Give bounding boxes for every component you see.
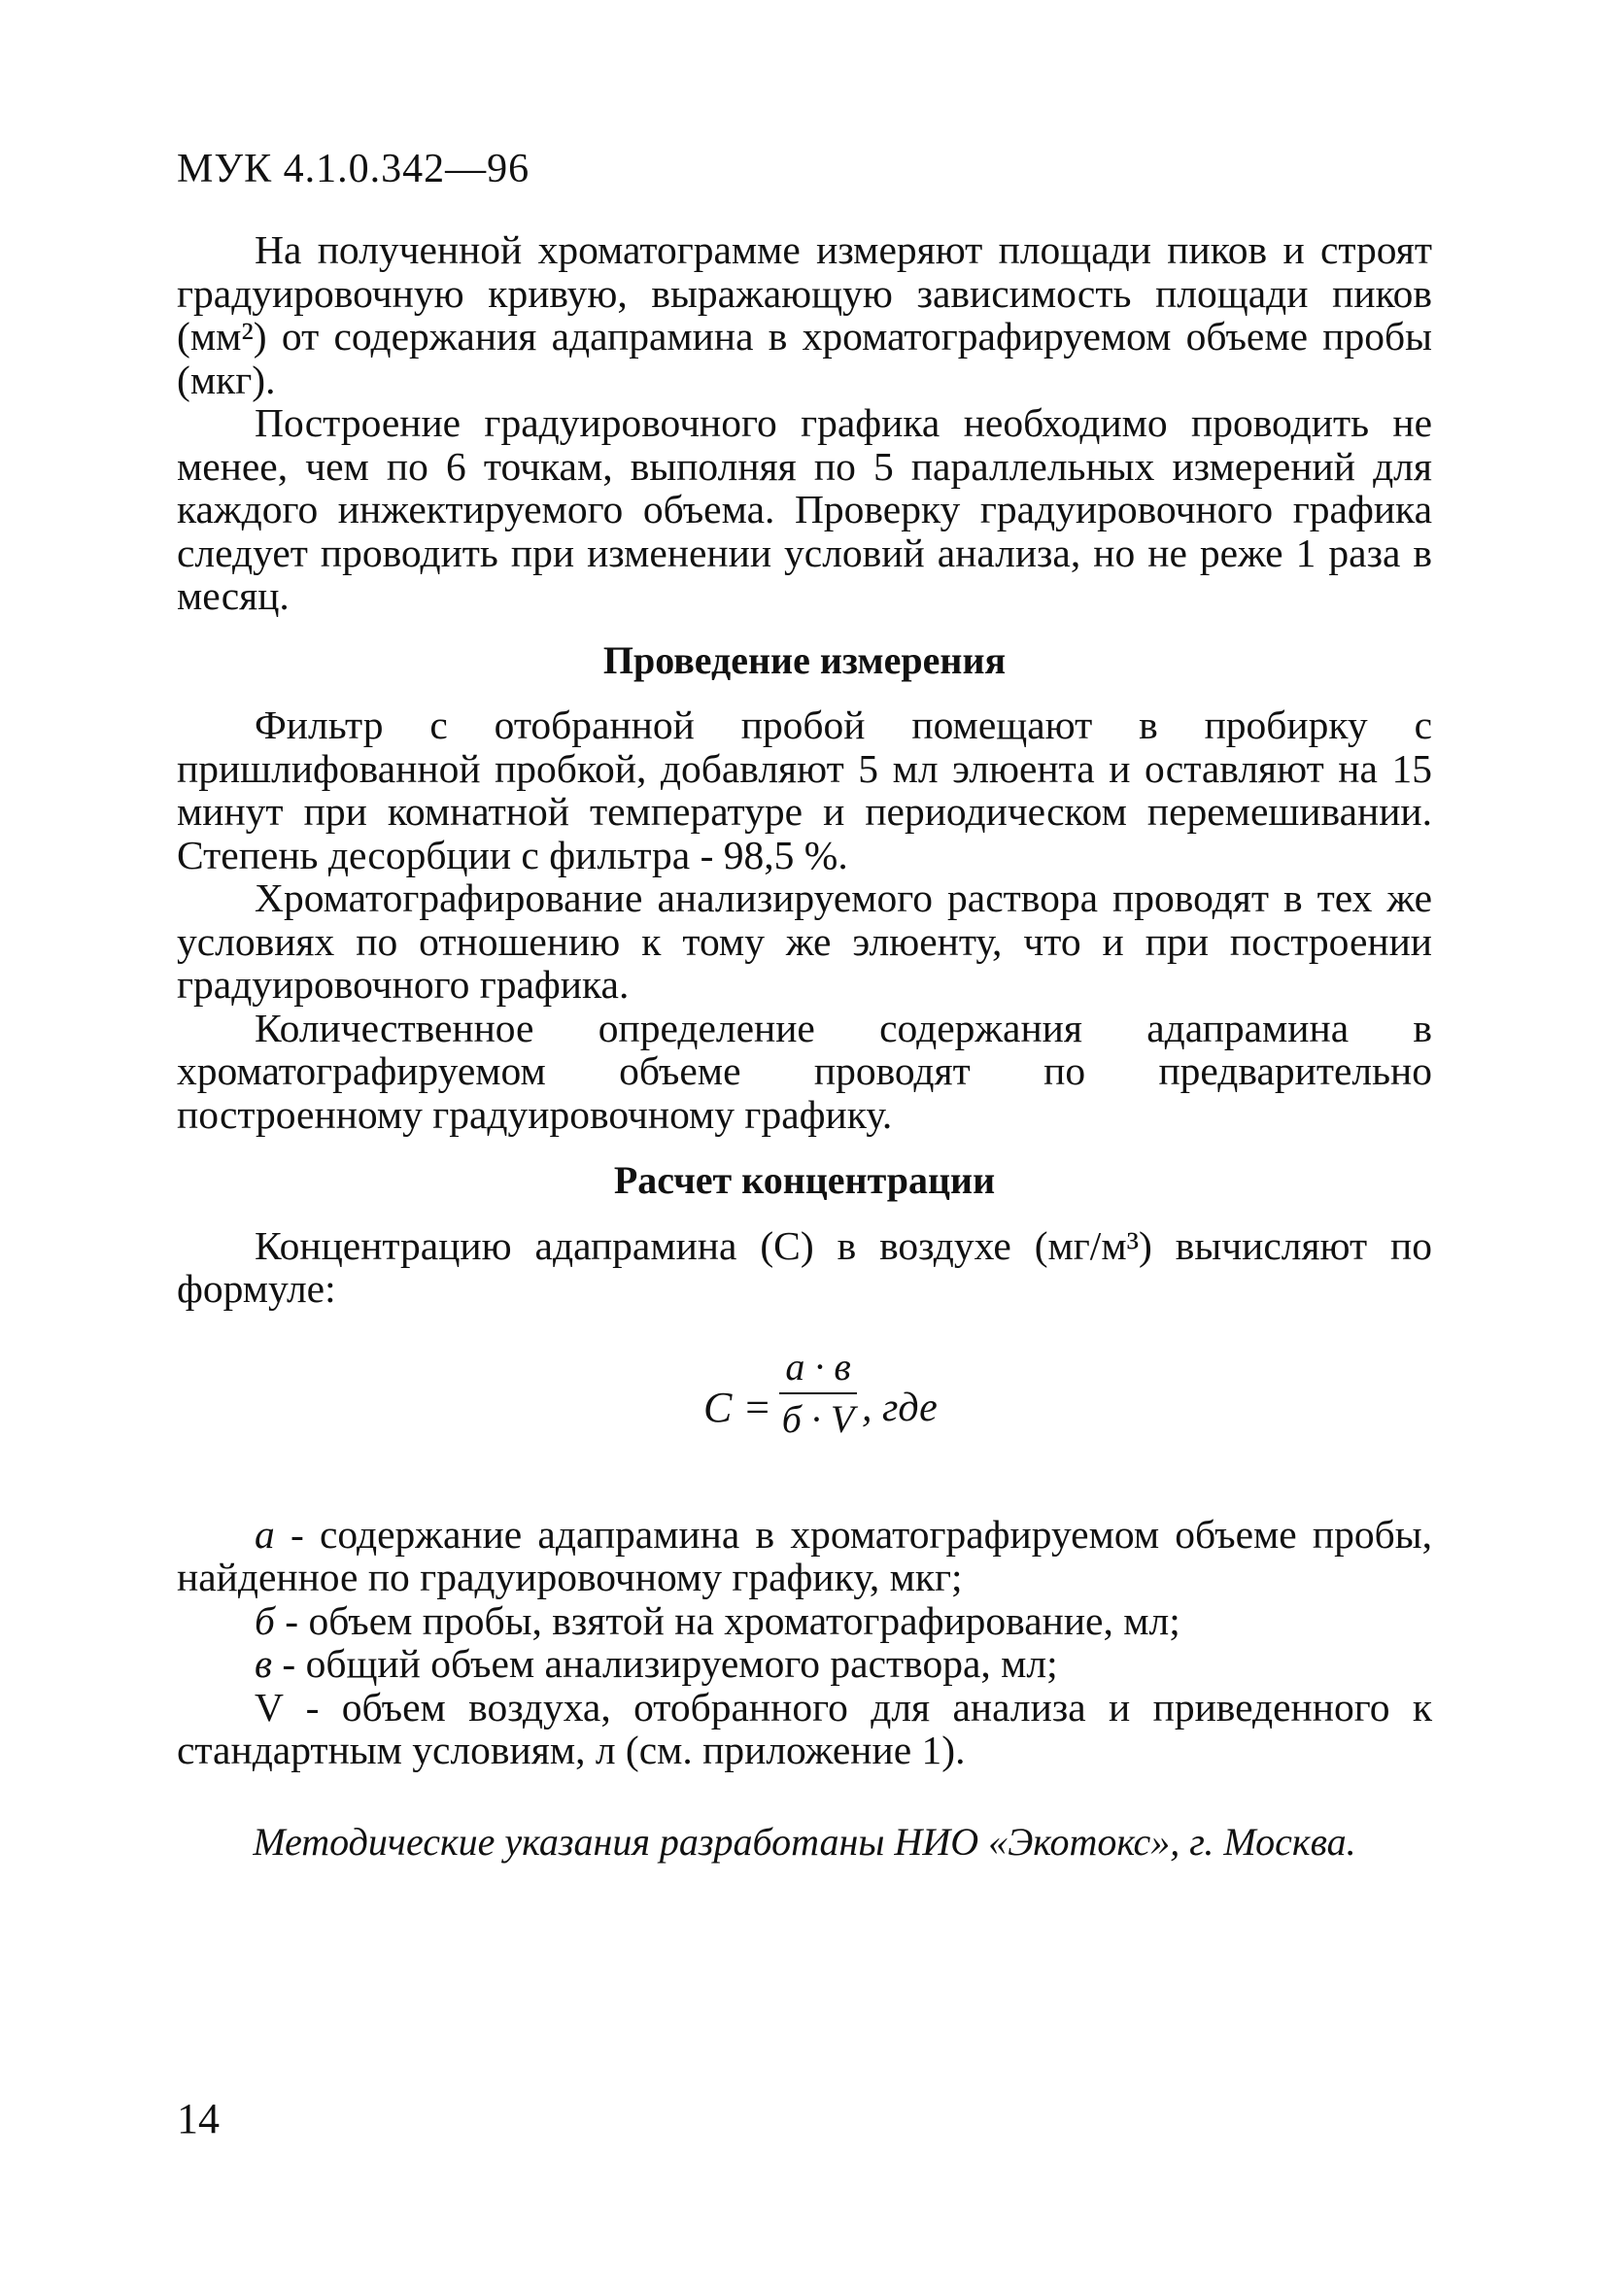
definition-item <box>177 1513 1432 1599</box>
document-code-header: МУК 4.1.0.342—96 <box>177 147 530 191</box>
formula-intro: Концентрацию адапрамина (С) в воздухе (мг/м³) вычисляют по формуле: <box>177 1222 1432 1311</box>
paragraph: Фильтр с отобранной пробой помещают в пробирку с пришлифованной пробкой, добавляют 5 мл элюента и оставляют на 15 минут при комнатной температуре и периодическом перемешивании. Степень десорбции с фильтра - 98,5 %. <box>177 703 1432 877</box>
formula-lhs: С = <box>703 1383 772 1431</box>
page-content <box>177 228 1432 1864</box>
definition-symbol: б <box>255 1597 275 1643</box>
paragraph: На полученной хроматограмме измеряют площади пиков и строят градуировочную кривую, выражающую зависимость площади пиков (мм²) от содержания адапрамина в хроматографируемом объеме пробы (мкг). <box>177 227 1432 402</box>
fraction-bar <box>779 1392 857 1394</box>
definition-symbol: а <box>255 1511 275 1557</box>
section-heading-measurement: Проведение измерения <box>602 637 1007 682</box>
formula-numerator: а · в <box>785 1344 851 1388</box>
paragraph: Хроматографирование анализируемого раствора проводят в тех же условиях по отношению к тому же элюенту, что и при построении градуировочного графика. <box>177 875 1432 1007</box>
definition-text: - объем пробы, взятой на хроматографирование, мл; <box>274 1597 1180 1643</box>
definition-symbol: V <box>255 1684 284 1730</box>
paragraph: Количественное определение содержания адапрамина в хроматографируемом объеме проводят по предварительно построенному градуировочному графику. <box>177 1005 1432 1137</box>
definition-text: - содержание адапрамина в хроматографируемом объеме пробы, найденное по градуировочному графику, мкг; <box>177 1511 1432 1599</box>
section-heading-calculation: Расчет концентрации <box>613 1158 996 1202</box>
paragraph: Построение градуировочного графика необходимо проводить не менее, чем по 6 точкам, выполняя по 5 параллельных измерений для каждого инжектируемого объема. Проверку градуировочного графика следует проводить при изменении условий анализа, но не реже 1 раза в месяц. <box>177 400 1432 618</box>
definition-item <box>177 1686 1432 1772</box>
definition-item <box>177 1642 1432 1686</box>
formula-fraction <box>779 1346 857 1442</box>
definition-item <box>177 1599 1432 1643</box>
page-number: 14 <box>177 2095 220 2142</box>
definition-symbol: в <box>255 1641 273 1686</box>
definition-text: - объем воздуха, отобранного для анализа и приведенного к стандартным условиям, л (см. приложение 1). <box>177 1684 1432 1772</box>
definition-text: - общий объем анализируемого раствора, мл; <box>272 1641 1058 1686</box>
formula-tail: , где <box>862 1385 938 1430</box>
formula-denominator: б · V <box>781 1396 855 1441</box>
concentration-formula <box>177 1346 1432 1491</box>
credit-line: Методические указания разработаны НИО «Экотокс», г. Москва. <box>253 1819 1356 1864</box>
